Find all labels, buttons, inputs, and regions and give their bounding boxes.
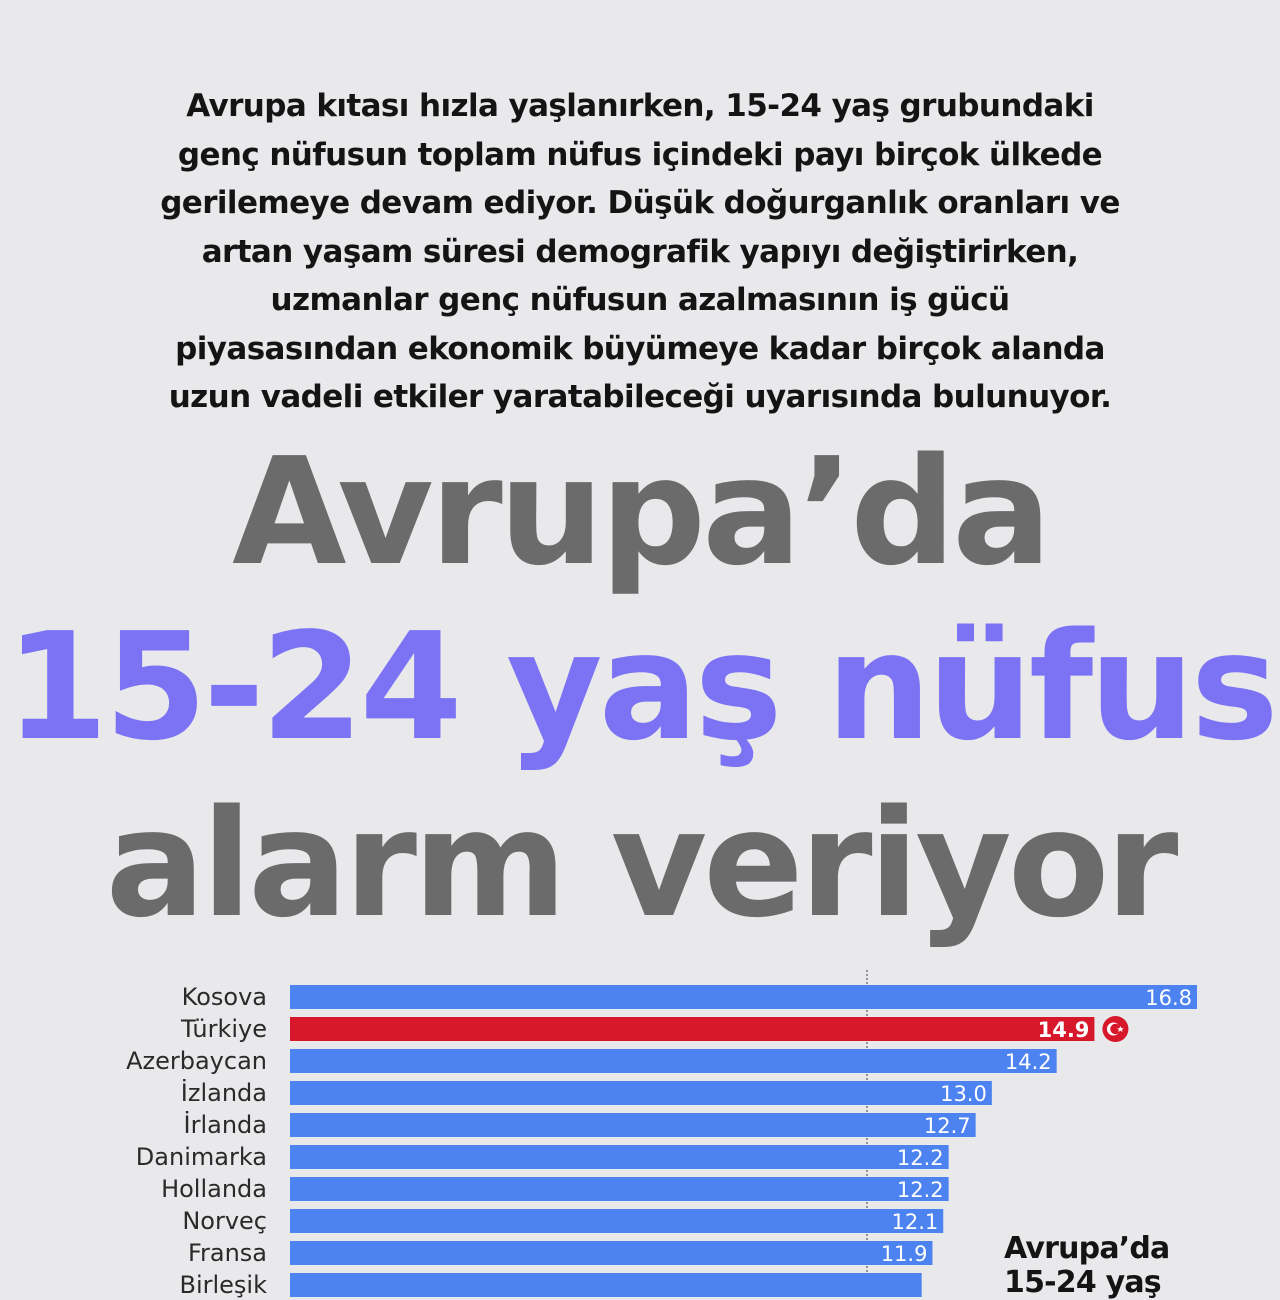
category-label: Norveç xyxy=(182,1207,267,1235)
category-label: Hollanda xyxy=(161,1175,267,1203)
bar xyxy=(290,1273,922,1297)
headline-line-3: alarm veriyor xyxy=(105,778,1175,950)
bar xyxy=(290,1241,932,1265)
category-label: Danimarka xyxy=(135,1143,267,1171)
turkey-flag-icon xyxy=(1102,1016,1128,1042)
category-label: İrlanda xyxy=(183,1111,267,1139)
bar xyxy=(290,1081,992,1105)
bar xyxy=(290,1209,943,1233)
category-label: Türkiye xyxy=(181,1015,267,1043)
bar xyxy=(290,1177,949,1201)
value-label: 12.7 xyxy=(923,1114,971,1138)
bar xyxy=(290,1145,949,1169)
intro-line: artan yaşam süresi demografik yapıyı değiştirirken, xyxy=(201,233,1079,270)
bar xyxy=(290,1113,976,1137)
intro-line: Avrupa kıtası hızla yaşlanırken, 15-24 yaş grubundaki xyxy=(186,88,1094,124)
headline-line-1: Avrupa’da xyxy=(232,426,1048,598)
value-label: 12.2 xyxy=(896,1146,944,1170)
bar xyxy=(290,985,1197,1009)
intro-line: piyasasından ekonomik büyümeye kadar birçok alanda xyxy=(175,330,1105,367)
intro-line: uzmanlar genç nüfusun azalmasının iş gücü xyxy=(270,282,1010,318)
bar xyxy=(290,1049,1057,1073)
footer-line-2: 15-24 yaş xyxy=(1004,1265,1161,1300)
headline-line-2: 15-24 yaş nüfus xyxy=(5,601,1275,773)
footer-line-1: Avrupa’da xyxy=(1004,1231,1170,1266)
value-label: 11.9 xyxy=(880,1242,928,1266)
bar xyxy=(290,1017,1094,1041)
intro-text xyxy=(60,82,1220,422)
intro-line: uzun vadeli etkiler yaratabileceği uyarısında bulunuyor. xyxy=(168,379,1112,415)
value-label: 12.2 xyxy=(896,1178,944,1202)
footer-label xyxy=(1004,1232,1170,1300)
value-label: 16.8 xyxy=(1145,986,1192,1010)
category-label: Birleşik xyxy=(179,1271,267,1299)
value-label: 14.9 xyxy=(1037,1018,1090,1042)
category-label: Azerbaycan xyxy=(126,1047,267,1075)
category-label: Fransa xyxy=(187,1239,267,1267)
category-label: Kosova xyxy=(181,983,267,1011)
value-label: 14.2 xyxy=(1004,1050,1052,1074)
value-label: 12.1 xyxy=(891,1210,939,1234)
value-label: 13.0 xyxy=(940,1082,987,1106)
intro-line: gerilemeye devam ediyor. Düşük doğurganlık oranları ve xyxy=(160,185,1120,221)
category-label: İzlanda xyxy=(180,1079,267,1107)
intro-line: genç nüfusun toplam nüfus içindeki payı birçok ülkede xyxy=(177,136,1103,173)
